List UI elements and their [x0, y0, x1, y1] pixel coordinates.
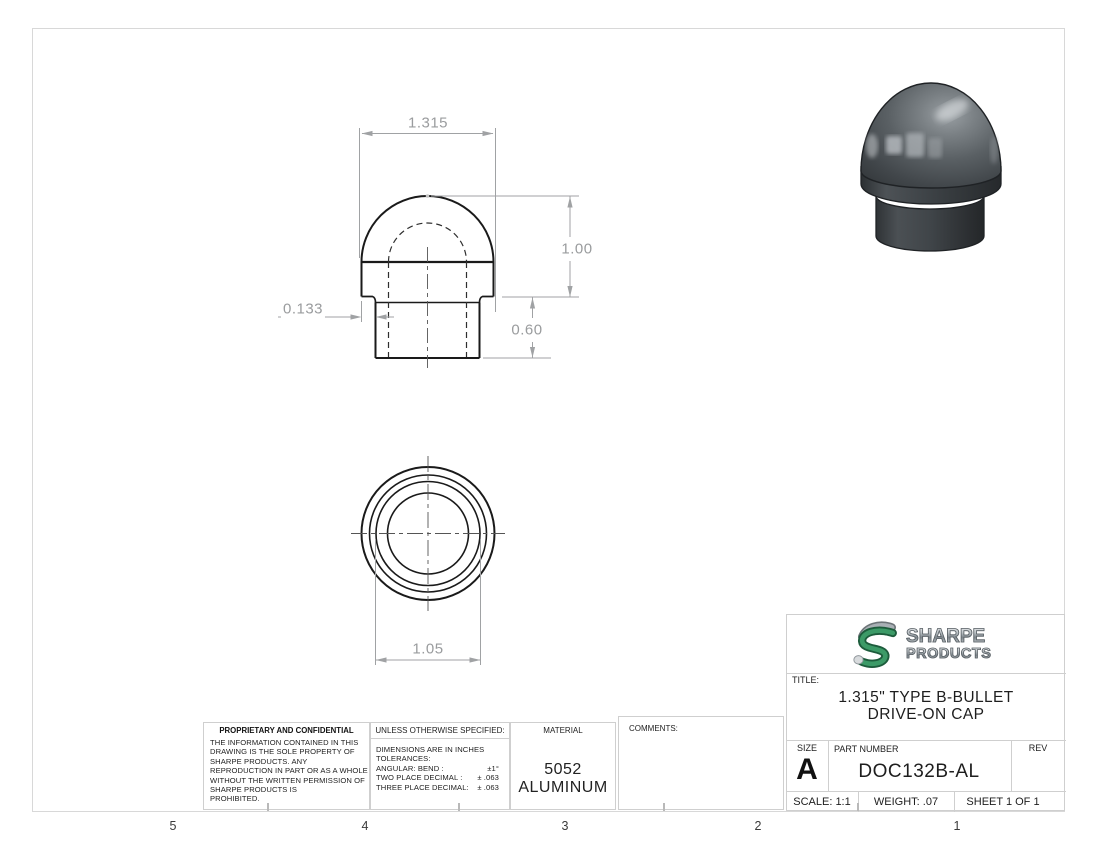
proprietary-title: PROPRIETARY AND CONFIDENTIAL	[219, 726, 354, 735]
tolerance-note-box	[370, 722, 510, 810]
isometric-3d-view	[861, 83, 1001, 251]
dim-od-label: 1.315	[407, 114, 449, 132]
rev-label: REV	[1028, 743, 1048, 753]
dome-reflection	[886, 136, 902, 154]
drawing-title-line2: DRIVE-ON CAP	[867, 706, 985, 723]
drawing-title-line1: 1.315" TYPE B-BULLET	[838, 689, 1014, 706]
tolerance-divider	[371, 738, 509, 739]
dim-wall-label: 0.133	[282, 300, 324, 318]
proprietary-line: DRAWING IS THE SOLE PROPERTY OF	[210, 747, 355, 757]
proprietary-line: REPRODUCTION IN PART OR AS A WHOLE	[210, 766, 368, 776]
zone-label-1: 1	[953, 819, 961, 833]
bottom-view-centerlines	[351, 456, 505, 611]
proprietary-line: PROHIBITED.	[210, 794, 260, 804]
scale-value: SCALE: 1:1	[793, 796, 851, 808]
tolerance-angular-label: ANGULAR: BEND :	[376, 763, 444, 773]
tolerance-angular-value: ±1°	[487, 763, 499, 773]
dome-reflection	[928, 138, 942, 158]
tolerance-header: UNLESS OTHERWISE SPECIFIED:	[375, 726, 505, 735]
zone-label-3: 3	[561, 819, 569, 833]
zone-label-5: 5	[169, 819, 177, 833]
material-header: MATERIAL	[543, 726, 583, 735]
proprietary-line: SHARPE PRODUCTS IS	[210, 785, 298, 795]
zone-tick	[663, 803, 665, 811]
comments-box	[618, 716, 784, 810]
tangent-point-dot	[426, 194, 430, 198]
dim-stem-height-label: 0.60	[511, 321, 543, 339]
material-note-box	[510, 722, 616, 810]
material-value-line1: 5052	[544, 761, 582, 778]
brand-name-line2: PRODUCTS	[906, 646, 992, 662]
part-number-label: PART NUMBER	[834, 744, 899, 754]
dome-reflection	[866, 134, 878, 158]
title-block	[786, 614, 1065, 811]
dim-stem-od-label: 1.05	[412, 640, 444, 658]
zone-tick	[267, 803, 269, 811]
sheet-value: SHEET 1 OF 1	[966, 796, 1040, 808]
title-block-divider	[787, 673, 1066, 674]
sharpe-logo	[849, 620, 1059, 672]
title-label: TITLE:	[792, 675, 820, 685]
weight-value: WEIGHT: .07	[873, 796, 939, 808]
zone-tick	[857, 803, 859, 811]
title-block-divider	[954, 791, 955, 812]
tolerance-two-place-label: TWO PLACE DECIMAL :	[376, 773, 463, 783]
sharpe-logo-icon	[849, 620, 905, 670]
title-block-divider	[1011, 740, 1012, 791]
comments-label: COMMENTS:	[629, 724, 678, 733]
tolerance-line2: TOLERANCES:	[376, 754, 431, 764]
dome-reflection	[906, 133, 924, 157]
proprietary-line: THE INFORMATION CONTAINED IN THIS	[210, 738, 359, 747]
dome-reflection	[990, 136, 998, 164]
part-number-value: DOC132B-AL	[858, 761, 980, 782]
proprietary-line: SHARPE PRODUCTS. ANY	[210, 756, 308, 766]
material-value-line2: ALUMINUM	[518, 779, 608, 796]
proprietary-note-box	[203, 722, 370, 810]
tolerance-three-place-label: THREE PLACE DECIMAL:	[376, 782, 469, 792]
zone-label-2: 2	[754, 819, 762, 833]
tolerance-line1: DIMENSIONS ARE IN INCHES	[376, 745, 485, 754]
size-label: SIZE	[796, 743, 818, 753]
title-block-divider	[787, 791, 1066, 792]
zone-tick	[458, 803, 460, 811]
title-block-divider	[828, 740, 829, 791]
zone-label-4: 4	[361, 819, 369, 833]
brand-name-line1: SHARPE	[906, 626, 986, 647]
proprietary-line: WITHOUT THE WRITTEN PERMISSION OF	[210, 775, 365, 785]
tolerance-two-place-value: ± .063	[477, 773, 499, 783]
size-value: A	[796, 753, 818, 786]
dimension-lines	[278, 128, 579, 665]
dim-height-label: 1.00	[561, 240, 593, 258]
tolerance-three-place-value: ± .063	[477, 782, 499, 792]
